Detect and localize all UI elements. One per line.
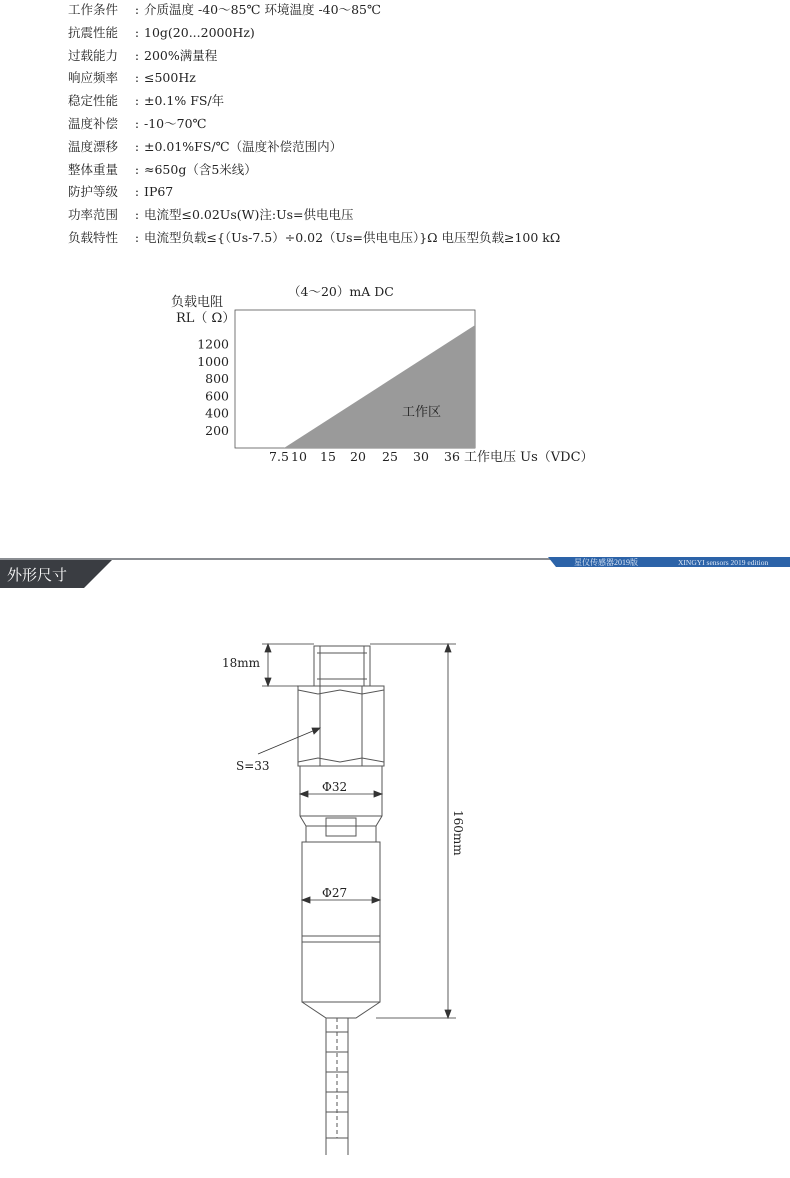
spec-row [68,229,560,247]
spec-separator: : [134,207,140,223]
chart-x-tick: 25 [382,449,398,464]
spec-row [68,24,255,42]
dimension-lines [258,644,456,1018]
chart-title: （4～20）mA DC [288,284,394,299]
spec-value: 200%满量程 [144,47,218,63]
dim-hex-label: S=33 [236,759,270,773]
chart-y-tick: 800 [205,371,229,386]
spec-separator: : [134,70,140,86]
chart-y-tick: 400 [205,405,229,421]
spec-value: ±0.1% FS/年 [144,93,225,109]
chart-x-tick: 7.5 [269,449,289,464]
spec-value: 电流型≤0.02Us(W)注:Us=供电电压 [144,207,354,223]
section-banner [0,556,790,590]
sensor-outline [298,646,384,1155]
spec-label: 过载能力 [68,47,119,63]
chart-y-tick: 600 [205,388,229,404]
spec-separator: : [134,184,140,200]
chart-region-label: 工作区 [402,405,442,420]
spec-label: 防护等级 [68,184,119,200]
spec-row [68,206,354,224]
dim-thread-label: 18mm [222,656,261,670]
chart-work-region [284,325,475,448]
spec-row [68,69,196,87]
spec-value: ±0.01%FS/℃（温度补偿范围内） [144,138,343,154]
spec-separator: : [134,230,140,245]
spec-row [68,1,381,19]
chart-xlabel: 工作电压 Us（VDC） [464,450,594,465]
load-chart [150,280,620,480]
dim-d32-label: Φ32 [322,780,348,794]
chart-x-tick: 36 [444,449,460,464]
spec-label: 温度漂移 [68,138,119,154]
banner-brand-en: XINGYI sensors 2019 edition [678,558,769,567]
spec-separator: : [134,116,140,131]
dim-d27-label: Φ27 [322,886,348,900]
chart-x-tick: 30 [413,449,429,464]
spec-separator: : [134,161,140,177]
spec-separator: : [134,138,140,154]
spec-label: 整体重量 [68,161,119,177]
spec-row [68,183,173,201]
chart-y-tick: 1200 [197,336,229,352]
spec-row [68,115,207,133]
spec-label: 工作条件 [68,2,119,17]
spec-value: IP67 [144,184,174,200]
spec-separator: : [134,47,140,63]
banner-title: 外形尺寸 [7,567,68,584]
spec-row [68,161,257,179]
spec-separator: : [134,2,140,17]
load-chart-svg [150,280,620,480]
spec-label: 抗震性能 [68,24,119,40]
spec-label: 负载特性 [68,230,119,245]
spec-value: 电流型负载≤{（Us-7.5）÷0.02（Us=供电电压）}Ω 电压型负载≥100 kΩ [144,230,561,245]
spec-row [68,92,224,110]
chart-x-tick: 15 [320,449,336,464]
banner-brand-cn: 星仪传感器2019版 [574,558,638,567]
chart-ylabel-2: RL（ Ω） [176,311,236,326]
spec-value: ≤500Hz [144,70,196,86]
dimension-drawing [200,620,500,1160]
spec-value: 10g(20...2000Hz) [144,24,255,40]
spec-label: 温度补偿 [68,116,119,131]
spec-label: 响应频率 [68,70,119,86]
spec-value: ≈650g（含5米线） [144,161,257,177]
chart-y-tick: 1000 [197,353,229,369]
spec-label: 功率范围 [68,207,119,223]
spec-label: 稳定性能 [68,93,119,109]
dim-total-label: 160mm [451,810,465,856]
spec-value: 介质温度 -40～85℃ 环境温度 -40～85℃ [144,2,381,17]
spec-separator: : [134,24,140,40]
spec-row [68,47,217,65]
chart-x-tick: 10 [291,449,307,464]
spec-separator: : [134,93,140,109]
spec-row [68,138,342,156]
chart-x-tick: 20 [350,449,366,464]
spec-value: -10～70℃ [144,116,207,131]
chart-y-tick: 200 [205,422,229,438]
chart-ylabel-1: 负载电阻 [171,295,224,310]
